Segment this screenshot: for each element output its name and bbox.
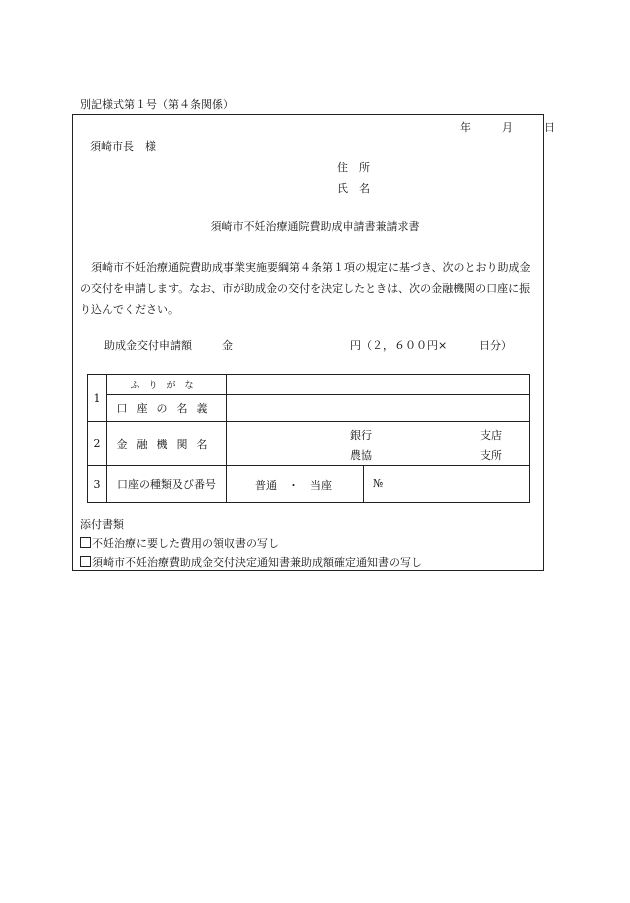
date-month-label: 月 (502, 121, 513, 134)
account-type-label: 口座の種類及び番号 (107, 466, 227, 503)
account-type-text: 普通 ・ 当座 (255, 479, 332, 492)
body-paragraph (80, 257, 536, 320)
addressee: 須崎市長 様 (90, 140, 156, 153)
date-year-label: 年 (460, 121, 471, 134)
name-label: 氏 名 (337, 182, 370, 195)
date-line (460, 119, 555, 135)
furigana-field[interactable] (227, 375, 530, 395)
document-title: 須崎市不妊治療通院費助成申請書兼請求書 (210, 220, 420, 233)
amount-prefix: 金 (222, 339, 233, 352)
coop-suffix: 農協 (350, 449, 372, 462)
bank-suffix: 銀行 (350, 429, 372, 442)
form-number: 別記様式第１号（第４条関係） (80, 98, 234, 111)
amount-label: 助成金交付申請額 (104, 339, 192, 352)
attachment-item (80, 554, 422, 570)
account-number-label: № (373, 477, 384, 490)
bank-name-field[interactable] (227, 422, 530, 466)
account-name-field[interactable] (227, 395, 530, 422)
account-name-label: 口座の名義 (107, 395, 227, 422)
attachments-title: 添付書類 (80, 518, 124, 531)
address-label: 住 所 (337, 161, 370, 174)
amount-yen: 円（２，６００円× (350, 339, 448, 352)
row-number-1: 1 (88, 375, 107, 422)
attachment-label: 須崎市不妊治療費助成金交付決定通知書兼助成額確定通知書の写し (92, 556, 422, 569)
bank-account-table (87, 374, 530, 503)
row-number-2: 2 (88, 422, 107, 466)
bank-name-label: 金融機関名 (107, 422, 227, 466)
row-number-3: 3 (88, 466, 107, 503)
attachment-item (80, 535, 279, 551)
body-text: 須崎市不妊治療通院費助成事業実施要綱第４条第１項の規定に基づき、次のとおり助成金の交付を申請します。なお、市が助成金の交付を決定したときは、次の金融機関の口座に振り込んでください。 (80, 261, 531, 316)
checkbox-icon[interactable] (80, 556, 91, 567)
amount-days: 日分） (479, 339, 512, 352)
date-day-label: 日 (544, 121, 555, 134)
account-type-options[interactable] (227, 466, 364, 502)
furigana-label: ふりがな (107, 375, 227, 395)
office-suffix: 支所 (480, 449, 502, 462)
checkbox-icon[interactable] (80, 537, 91, 548)
attachment-label: 不妊治療に要した費用の領収書の写し (92, 537, 279, 550)
account-type-field[interactable] (227, 466, 530, 503)
branch-suffix: 支店 (480, 429, 502, 442)
